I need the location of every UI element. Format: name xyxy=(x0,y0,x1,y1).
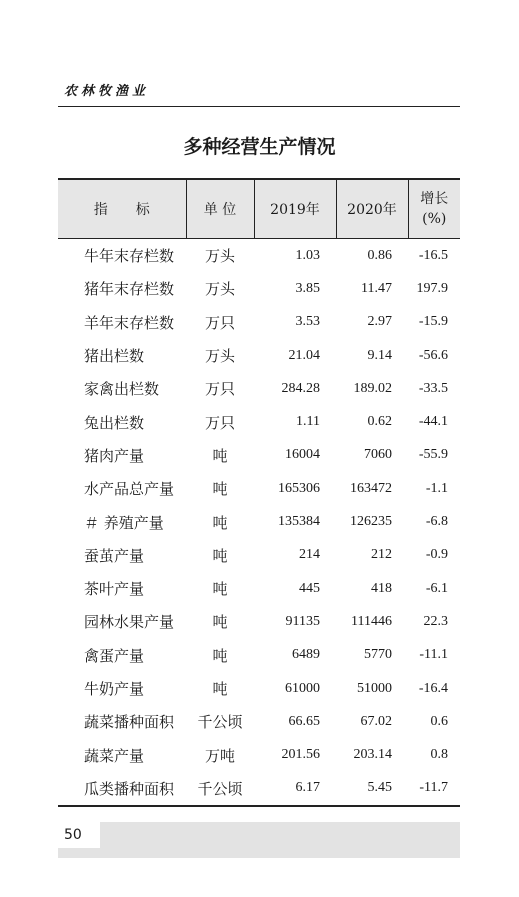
row-value-2020: 163472 xyxy=(350,480,392,496)
row-value-2019: 3.53 xyxy=(295,314,320,330)
table-row xyxy=(58,272,460,305)
row-growth: -1.1 xyxy=(425,480,448,496)
row-unit: 万头 xyxy=(204,247,235,266)
table-row xyxy=(58,672,460,705)
row-indicator-name: 猪出栏数 xyxy=(84,347,145,366)
row-value-2019: 1.03 xyxy=(295,247,320,263)
row-growth: -44.1 xyxy=(418,414,448,430)
row-unit: 千公顷 xyxy=(186,772,254,806)
table-row xyxy=(58,705,460,738)
table-row xyxy=(58,605,460,638)
header-growth-unit: (%) xyxy=(422,211,447,227)
row-indicator-name: 水产品总产量 xyxy=(84,480,175,499)
row-unit: 吨 xyxy=(212,580,228,599)
header-growth-label: 增长 xyxy=(420,191,449,207)
row-unit: 千公顷 xyxy=(197,713,243,732)
row-value-2019: 6.17 xyxy=(254,772,336,806)
row-indicator-name: 蚕茧产量 xyxy=(84,546,145,565)
table-header-row xyxy=(58,179,460,239)
row-value-2020: 111446 xyxy=(351,613,392,629)
row-growth: 0.8 xyxy=(430,747,448,763)
row-unit: 吨 xyxy=(212,546,228,565)
row-indicator-name: 禽蛋产量 xyxy=(84,646,145,665)
header-growth xyxy=(408,179,460,239)
statistics-table xyxy=(58,178,460,807)
row-indicator-name: 牛年末存栏数 xyxy=(84,247,175,266)
table-row xyxy=(58,539,460,572)
table-row xyxy=(58,339,460,372)
row-growth: 197.9 xyxy=(416,280,448,296)
row-indicator-name: 园林水果产量 xyxy=(84,613,175,632)
row-growth: -56.6 xyxy=(418,347,448,363)
table-row xyxy=(58,239,460,273)
row-value-2020: 189.02 xyxy=(353,380,392,396)
row-indicator-name: 茶叶产量 xyxy=(84,580,145,599)
row-unit: 吨 xyxy=(212,613,228,632)
table-row xyxy=(58,505,460,538)
row-value-2020: 5.45 xyxy=(336,772,408,806)
row-value-2019: 21.04 xyxy=(288,347,320,363)
row-value-2020: 7060 xyxy=(364,447,392,463)
row-value-2020: 2.97 xyxy=(367,314,392,330)
row-indicator-name: 猪年末存栏数 xyxy=(84,280,175,299)
row-value-2019: 135384 xyxy=(278,514,320,530)
row-value-2020: 9.14 xyxy=(367,347,392,363)
row-value-2019: 165306 xyxy=(278,480,320,496)
table-row xyxy=(58,439,460,472)
row-indicator-name: ＃ 养殖产量 xyxy=(84,513,164,532)
table-row xyxy=(58,772,460,806)
row-indicator-name: 家禽出栏数 xyxy=(84,380,160,399)
row-value-2019: 66.65 xyxy=(288,713,320,729)
table-row xyxy=(58,738,460,771)
table-row xyxy=(58,639,460,672)
table-row xyxy=(58,572,460,605)
row-growth: 0.6 xyxy=(430,713,448,729)
page-title: 多种经营生产情况 xyxy=(183,136,336,158)
row-value-2020: 418 xyxy=(371,580,392,596)
row-indicator-name: 牛奶产量 xyxy=(84,680,145,698)
row-value-2020: 212 xyxy=(371,547,392,563)
row-value-2019: 16004 xyxy=(285,447,320,463)
row-value-2020: 126235 xyxy=(350,514,392,530)
table-body xyxy=(58,239,460,807)
row-value-2019: 3.85 xyxy=(295,280,320,296)
row-value-2019: 214 xyxy=(299,547,320,563)
page-number: 50 xyxy=(58,822,100,848)
table-row xyxy=(58,472,460,505)
row-value-2020: 0.62 xyxy=(367,414,392,430)
row-growth: -16.4 xyxy=(418,680,448,696)
row-growth: -11.7 xyxy=(408,772,460,806)
row-growth: -6.8 xyxy=(425,514,448,530)
row-indicator-name: 蔬菜播种面积 xyxy=(84,713,175,732)
row-unit: 万吨 xyxy=(204,746,235,765)
row-value-2020: 0.86 xyxy=(367,247,392,263)
row-value-2019: 6489 xyxy=(292,647,320,663)
row-value-2020: 51000 xyxy=(357,680,392,696)
row-indicator-name: 猪肉产量 xyxy=(84,446,145,465)
header-2019: 2019年 xyxy=(254,179,336,239)
row-indicator-name: 瓜类播种面积 xyxy=(58,772,186,806)
table-row xyxy=(58,372,460,405)
row-value-2020: 67.02 xyxy=(360,713,392,729)
row-indicator-name: 兔出栏数 xyxy=(84,413,145,432)
row-indicator-name: 蔬菜产量 xyxy=(84,746,145,765)
row-growth: -0.9 xyxy=(425,547,448,563)
table-row xyxy=(58,306,460,339)
row-value-2019: 1.11 xyxy=(296,414,320,430)
header-divider xyxy=(58,106,460,107)
footer-bar xyxy=(58,822,460,858)
row-value-2020: 5770 xyxy=(364,647,392,663)
row-growth: -6.1 xyxy=(425,580,448,596)
header-unit: 单 位 xyxy=(186,179,254,239)
row-growth: -55.9 xyxy=(418,447,448,463)
row-unit: 吨 xyxy=(212,646,228,665)
row-unit: 万只 xyxy=(204,313,235,332)
row-value-2020: 203.14 xyxy=(353,747,392,763)
row-value-2019: 445 xyxy=(299,580,320,596)
row-unit: 万头 xyxy=(204,280,235,299)
statistics-table-container xyxy=(58,178,460,807)
row-unit: 万只 xyxy=(204,380,235,399)
row-growth: 22.3 xyxy=(423,613,448,629)
row-growth: -15.9 xyxy=(418,314,448,330)
table-row xyxy=(58,405,460,438)
header-2020: 2020年 xyxy=(336,179,408,239)
row-unit: 吨 xyxy=(212,680,228,698)
header-indicator: 指 标 xyxy=(58,179,186,239)
row-unit: 吨 xyxy=(212,446,228,465)
row-unit: 吨 xyxy=(212,480,228,499)
row-growth: -33.5 xyxy=(418,380,448,396)
row-unit: 万头 xyxy=(204,347,235,366)
row-value-2020: 11.47 xyxy=(361,280,392,296)
row-value-2019: 201.56 xyxy=(281,747,320,763)
row-unit: 万只 xyxy=(204,413,235,432)
section-header: 农林牧渔业 xyxy=(64,84,150,99)
row-unit: 吨 xyxy=(212,513,228,532)
row-value-2019: 61000 xyxy=(285,680,320,696)
row-indicator-name: 羊年末存栏数 xyxy=(84,313,175,332)
row-growth: -16.5 xyxy=(418,247,448,263)
row-growth: -11.1 xyxy=(419,647,448,663)
row-value-2019: 284.28 xyxy=(281,380,320,396)
row-value-2019: 91135 xyxy=(285,613,320,629)
